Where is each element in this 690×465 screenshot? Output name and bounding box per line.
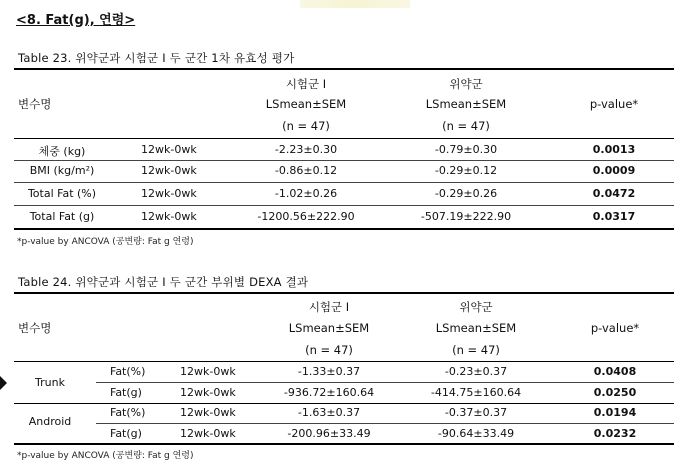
row-measure: Fat(g) xyxy=(110,427,142,440)
table23-header-g1-n: (n = 47) xyxy=(282,119,330,133)
row-measure: Fat(%) xyxy=(110,406,146,419)
row-g2: -0.23±0.37 xyxy=(444,365,508,378)
row-g2: -507.19±222.90 xyxy=(420,210,512,223)
row-p: 0.0408 xyxy=(593,365,637,378)
table23-top-rule xyxy=(14,68,674,70)
row-g1: -1.02±0.26 xyxy=(274,187,338,200)
row-divider xyxy=(14,160,674,161)
table23-header-var: 변수명 xyxy=(18,97,52,111)
row-var: 체중 (kg) xyxy=(38,145,86,158)
row-g1: -0.86±0.12 xyxy=(274,164,338,177)
row-var: Total Fat (%) xyxy=(27,187,97,200)
table24-footnote: *p-value by ANCOVA (공변량: Fat g 연령) xyxy=(17,451,194,461)
row-var: Total Fat (g) xyxy=(29,210,95,223)
table24-header-g1-n: (n = 47) xyxy=(305,343,353,357)
row-g1: -1.63±0.37 xyxy=(297,406,361,419)
row-divider xyxy=(96,382,674,383)
row-g2: -414.75±160.64 xyxy=(430,386,522,399)
table23-header-rule xyxy=(14,138,674,139)
row-measure: Fat(g) xyxy=(110,386,142,399)
row-period: 12wk-0wk xyxy=(141,143,197,156)
row-p: 0.0317 xyxy=(592,210,636,223)
table24-header-g2-stat: LSmean±SEM xyxy=(435,321,517,335)
row-period: 12wk-0wk xyxy=(141,187,197,200)
table23-header-g2-name: 위약군 xyxy=(449,77,483,91)
pointer-marker xyxy=(0,376,7,390)
row-period: 12wk-0wk xyxy=(141,164,197,177)
table24-header-g2-n: (n = 47) xyxy=(452,343,500,357)
row-var: BMI (kg/m²) xyxy=(29,164,95,177)
row-p: 0.0013 xyxy=(592,143,636,156)
table23-header-g2-stat: LSmean±SEM xyxy=(425,97,507,111)
row-p: 0.0472 xyxy=(592,187,636,200)
table23-footnote: *p-value by ANCOVA (공변량: Fat g 연령) xyxy=(17,237,194,247)
table24-header-g1-stat: LSmean±SEM xyxy=(288,321,370,335)
row-period: 12wk-0wk xyxy=(180,406,236,419)
table23-header-g1-stat: LSmean±SEM xyxy=(265,97,347,111)
row-g2: -0.79±0.30 xyxy=(434,143,498,156)
row-period: 12wk-0wk xyxy=(180,386,236,399)
group-label-android: Android xyxy=(28,415,72,428)
header-decoration xyxy=(300,0,410,8)
row-g2: -90.64±33.49 xyxy=(437,427,515,440)
table23-header-p: p-value* xyxy=(589,97,639,111)
row-g2: -0.37±0.37 xyxy=(444,406,508,419)
group-label-trunk: Trunk xyxy=(35,376,65,389)
row-p: 0.0194 xyxy=(593,406,637,419)
table24-header-g2-name: 위약군 xyxy=(459,300,493,314)
row-p: 0.0009 xyxy=(592,164,636,177)
row-g1: -1200.56±222.90 xyxy=(257,210,355,223)
row-period: 12wk-0wk xyxy=(180,427,236,440)
row-g1: -2.23±0.30 xyxy=(274,143,338,156)
row-period: 12wk-0wk xyxy=(180,365,236,378)
row-divider xyxy=(14,205,674,206)
table24-header-var: 변수명 xyxy=(18,321,52,335)
section-title: <8. Fat(g), 연령> xyxy=(16,13,136,28)
row-p: 0.0232 xyxy=(593,427,637,440)
table24-top-rule xyxy=(14,292,674,294)
row-period: 12wk-0wk xyxy=(141,210,197,223)
table24-bottom-rule xyxy=(14,443,674,445)
row-measure: Fat(%) xyxy=(110,365,146,378)
group-divider xyxy=(14,403,674,404)
row-divider xyxy=(96,423,674,424)
table24-header-g1-name: 시험군 I xyxy=(308,300,350,314)
row-p: 0.0250 xyxy=(593,386,637,399)
row-g2: -0.29±0.12 xyxy=(434,164,498,177)
table23-header-g1-name: 시험군 I xyxy=(285,77,327,91)
table23-caption: Table 23. 위약군과 시험군 I 두 군간 1차 유효성 평가 xyxy=(18,51,295,65)
row-g2: -0.29±0.26 xyxy=(434,187,498,200)
table24-caption: Table 24. 위약군과 시험군 I 두 군간 부위별 DEXA 결과 xyxy=(18,275,309,289)
table23-bottom-rule xyxy=(14,228,674,230)
table24-header-rule xyxy=(14,361,674,362)
row-g1: -1.33±0.37 xyxy=(297,365,361,378)
table24-header-p: p-value* xyxy=(590,321,640,335)
row-g1: -200.96±33.49 xyxy=(287,427,371,440)
row-divider xyxy=(14,182,674,183)
row-g1: -936.72±160.64 xyxy=(283,386,375,399)
table23-header-g2-n: (n = 47) xyxy=(442,119,490,133)
